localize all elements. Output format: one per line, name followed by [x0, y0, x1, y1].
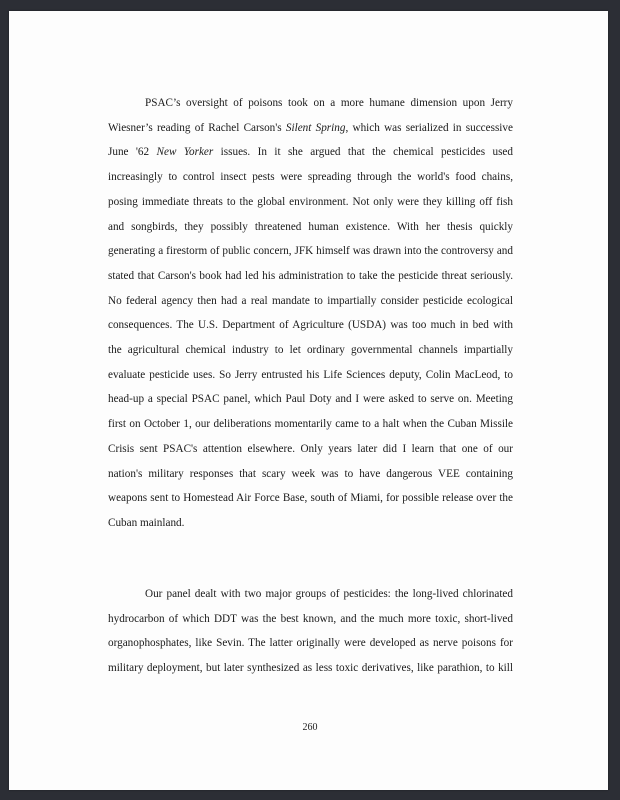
text-line: nation's military responses that scary week was to have dangerous VEE containing	[108, 467, 513, 480]
text-line: generating a firestorm of public concern, JFK himself was drawn into the controversy and	[108, 245, 513, 258]
text-line: Our panel dealt with two major groups of pesticides: the long-lived chlorinated	[145, 588, 513, 600]
paragraph-1	[108, 91, 513, 536]
text-line: increasingly to control insect pests were spreading through the world's food chains,	[108, 171, 513, 184]
text-line: Cuban mainland.	[108, 516, 185, 529]
text-line: evaluate pesticide uses. So Jerry entrusted his Life Sciences deputy, Colin MacLeod, to	[108, 368, 513, 381]
text-line: the agricultural chemical industry to let ordinary governmental channels impartially	[108, 344, 513, 357]
page-number: 260	[302, 722, 318, 733]
text-line: and songbirds, they possibly threatened human existence. With her thesis quickly	[108, 220, 513, 233]
text-line: No federal agency then had a real mandate to impartially consider pesticide ecological	[108, 294, 513, 307]
text-line: stated that Carson's book had led his administration to take the pesticide threat seriously.	[108, 269, 513, 282]
text-line: organophosphates, like Sevin. The latter originally were developed as nerve poisons for	[108, 637, 513, 650]
text-line: consequences. The U.S. Department of Agriculture (USDA) was too much in bed with	[108, 319, 513, 332]
text-line: June '62 New Yorker issues. In it she argued that the chemical pesticides used	[108, 146, 513, 159]
text-line: posing immediate threats to the global environment. Not only were they killing off fish	[108, 195, 513, 208]
text-line: weapons sent to Homestead Air Force Base, south of Miami, for possible release over the	[108, 492, 513, 505]
text-line: first on October 1, our deliberations momentarily came to a halt when the Cuban Missile	[108, 418, 513, 431]
text-line: hydrocarbon of which DDT was the best known, and the much more toxic, short-lived	[108, 612, 513, 625]
text-line: head-up a special PSAC panel, which Paul Doty and I were asked to serve on. Meeting	[108, 393, 513, 406]
text-line: Wiesner’s reading of Rachel Carson's Silent Spring, which was serialized in successive	[108, 121, 513, 134]
paragraph-2	[108, 582, 513, 681]
text-line: PSAC’s oversight of poisons took on a more humane dimension upon Jerry	[145, 97, 513, 109]
text-line: Crisis sent PSAC's attention elsewhere. Only years later did I learn that one of our	[108, 442, 513, 455]
text-line: military deployment, but later synthesized as less toxic derivatives, like parathion, to kill	[108, 662, 513, 675]
